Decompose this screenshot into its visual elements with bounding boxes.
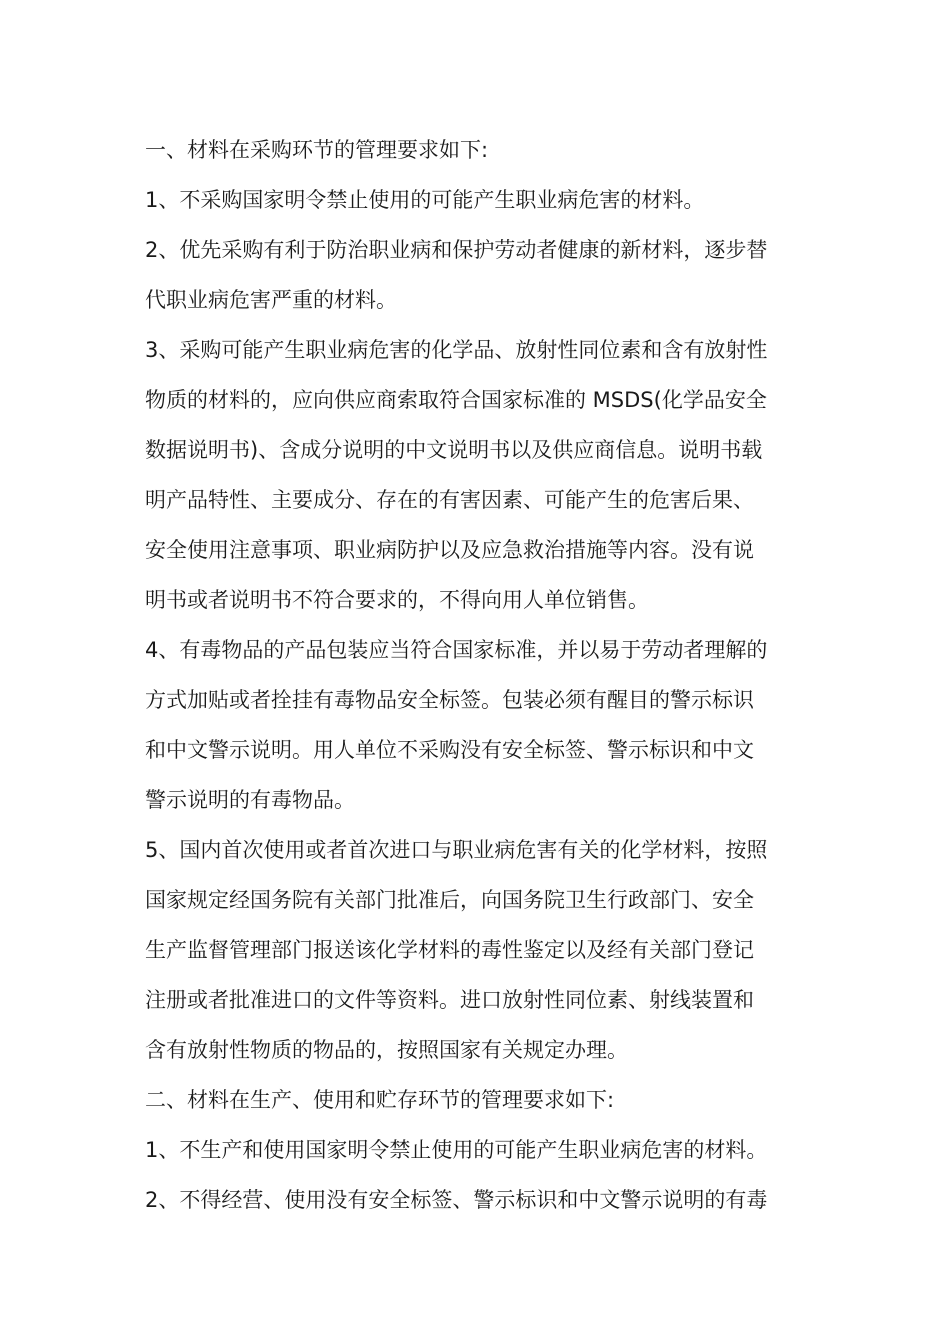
text-line: 1、不生产和使用国家明令禁止使用的可能产生职业病危害的材料。 <box>145 1138 768 1162</box>
text-line: 含有放射性物质的物品的，按照国家有关规定办理。 <box>145 1038 628 1062</box>
section-heading-production: 二、材料在生产、使用和贮存环节的管理要求如下: <box>145 1088 615 1112</box>
text-line: 3、采购可能产生职业病危害的化学品、放射性同位素和含有放射性 <box>145 338 768 362</box>
text-line: 和中文警示说明。用人单位不采购没有安全标签、警示标识和中文 <box>145 738 754 762</box>
text-line: 明产品特性、主要成分、存在的有害因素、可能产生的危害后果、 <box>145 488 754 512</box>
text-line: 物质的材料的，应向供应商索取符合国家标准的 MSDS(化学品安全 <box>145 388 767 412</box>
text-line: 4、有毒物品的产品包装应当符合国家标准，并以易于劳动者理解的 <box>145 638 768 662</box>
text-line: 2、不得经营、使用没有安全标签、警示标识和中文警示说明的有毒 <box>145 1188 768 1212</box>
section-heading-procurement: 一、材料在采购环节的管理要求如下: <box>145 138 489 162</box>
text-line: 2、优先采购有利于防治职业病和保护劳动者健康的新材料，逐步替 <box>145 238 768 262</box>
text-line: 方式加贴或者拴挂有毒物品安全标签。包装必须有醒目的警示标识 <box>145 688 754 712</box>
text-line: 5、国内首次使用或者首次进口与职业病危害有关的化学材料，按照 <box>145 838 768 862</box>
text-line: 注册或者批准进口的文件等资料。进口放射性同位素、射线装置和 <box>145 988 754 1012</box>
text-line: 生产监督管理部门报送该化学材料的毒性鉴定以及经有关部门登记 <box>145 938 754 962</box>
text-line: 警示说明的有毒物品。 <box>145 788 355 812</box>
text-line: 代职业病危害严重的材料。 <box>145 288 397 312</box>
text-line: 1、不采购国家明令禁止使用的可能产生职业病危害的材料。 <box>145 188 705 212</box>
text-line: 安全使用注意事项、职业病防护以及应急救治措施等内容。没有说 <box>145 538 754 562</box>
text-line: 国家规定经国务院有关部门批准后，向国务院卫生行政部门、安全 <box>145 888 754 912</box>
text-line: 数据说明书)、含成分说明的中文说明书以及供应商信息。说明书载 <box>145 438 763 462</box>
document-body <box>145 125 810 1225</box>
text-line: 明书或者说明书不符合要求的，不得向用人单位销售。 <box>145 588 649 612</box>
